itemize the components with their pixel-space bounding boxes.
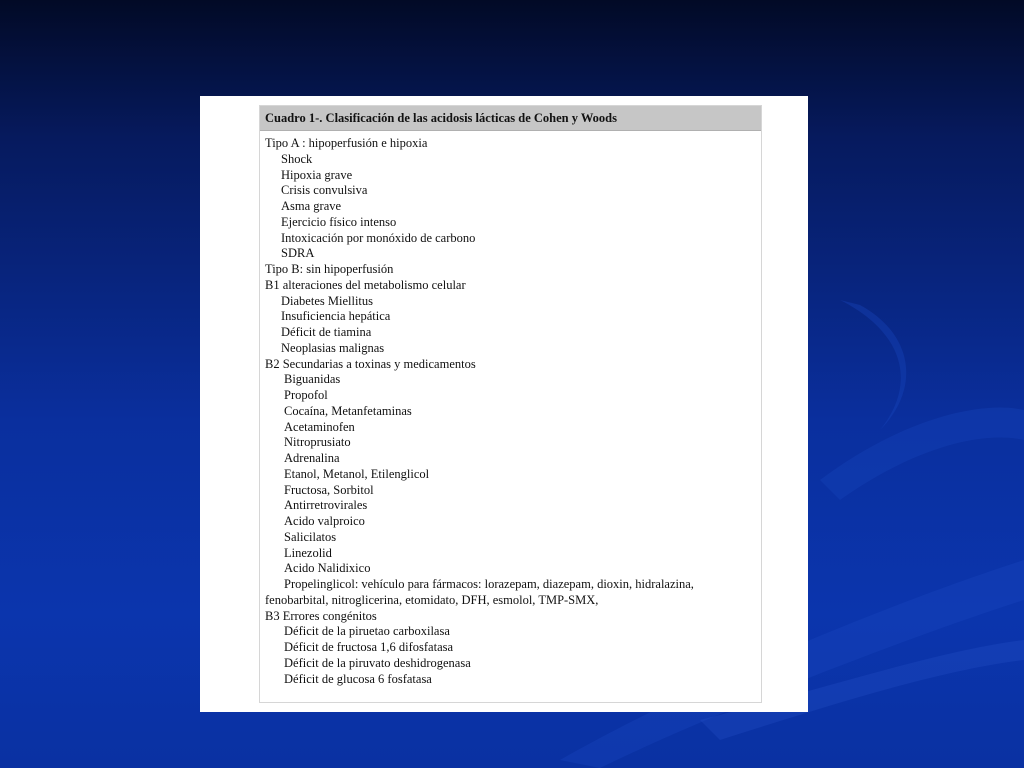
classification-item: Etanol, Metanol, Etilenglicol: [284, 466, 430, 481]
classification-item: Cocaína, Metanfetaminas: [284, 403, 412, 418]
classification-item: Acetaminofen: [284, 419, 355, 434]
classification-item: Nitroprusiato: [284, 435, 351, 450]
classification-item: Shock: [281, 151, 313, 166]
classification-item: Salicilatos: [284, 529, 337, 544]
classification-heading-line: Tipo B: sin hipoperfusión: [265, 262, 394, 276]
classification-item: Propofol: [284, 388, 328, 402]
classification-item: Déficit de fructosa 1,6 difosfatasa: [284, 640, 454, 654]
classification-table: [259, 105, 762, 703]
classification-item: Antirretrovirales: [284, 498, 368, 513]
classification-item: Acido valproico: [284, 514, 365, 528]
classification-item: Déficit de glucosa 6 fosfatasa: [284, 671, 432, 686]
classification-item: Ejercicio físico intenso: [281, 214, 397, 229]
classification-item: Déficit de la piruvato deshidrogenasa: [284, 655, 471, 670]
classification-item: Crisis convulsiva: [281, 183, 368, 198]
classification-item: Neoplasias malignas: [281, 340, 385, 355]
classification-item: Acido Nalidixico: [284, 561, 371, 576]
classification-item: Propelinglicol: vehículo para fármacos: lorazepam, diazepam, dioxin, hidralazina,: [284, 577, 694, 591]
classification-item: Fructosa, Sorbitol: [284, 482, 374, 497]
classification-item: Déficit de tiamina: [281, 325, 372, 339]
classification-item: Insuficiencia hepática: [281, 309, 391, 324]
classification-item: Asma grave: [281, 199, 342, 213]
classification-item: SDRA: [281, 246, 315, 261]
classification-heading-line: fenobarbital, nitroglicerina, etomidato, DFH, esmolol, TMP-SMX,: [265, 592, 599, 607]
classification-item: Déficit de la piruetao carboxilasa: [284, 624, 450, 639]
classification-item: Diabetes Miellitus: [281, 293, 373, 308]
classification-heading-line: B1 alteraciones del metabolismo celular: [265, 277, 466, 292]
table-title: Cuadro 1-. Clasificación de las acidosis lácticas de Cohen y Woods: [260, 106, 761, 131]
classification-heading-line: B3 Errores congénitos: [265, 608, 377, 623]
slide-image-card: [200, 96, 808, 712]
classification-list: [260, 131, 761, 687]
classification-item: Adrenalina: [284, 451, 340, 465]
classification-heading-line: Tipo A : hipoperfusión e hipoxia: [265, 136, 428, 150]
classification-item: Biguanidas: [284, 372, 341, 387]
classification-item: Intoxicación por monóxido de carbono: [281, 230, 476, 245]
classification-heading-line: B2 Secundarias a toxinas y medicamentos: [265, 356, 476, 371]
classification-item: Linezolid: [284, 545, 332, 560]
classification-item: Hipoxia grave: [281, 167, 353, 182]
